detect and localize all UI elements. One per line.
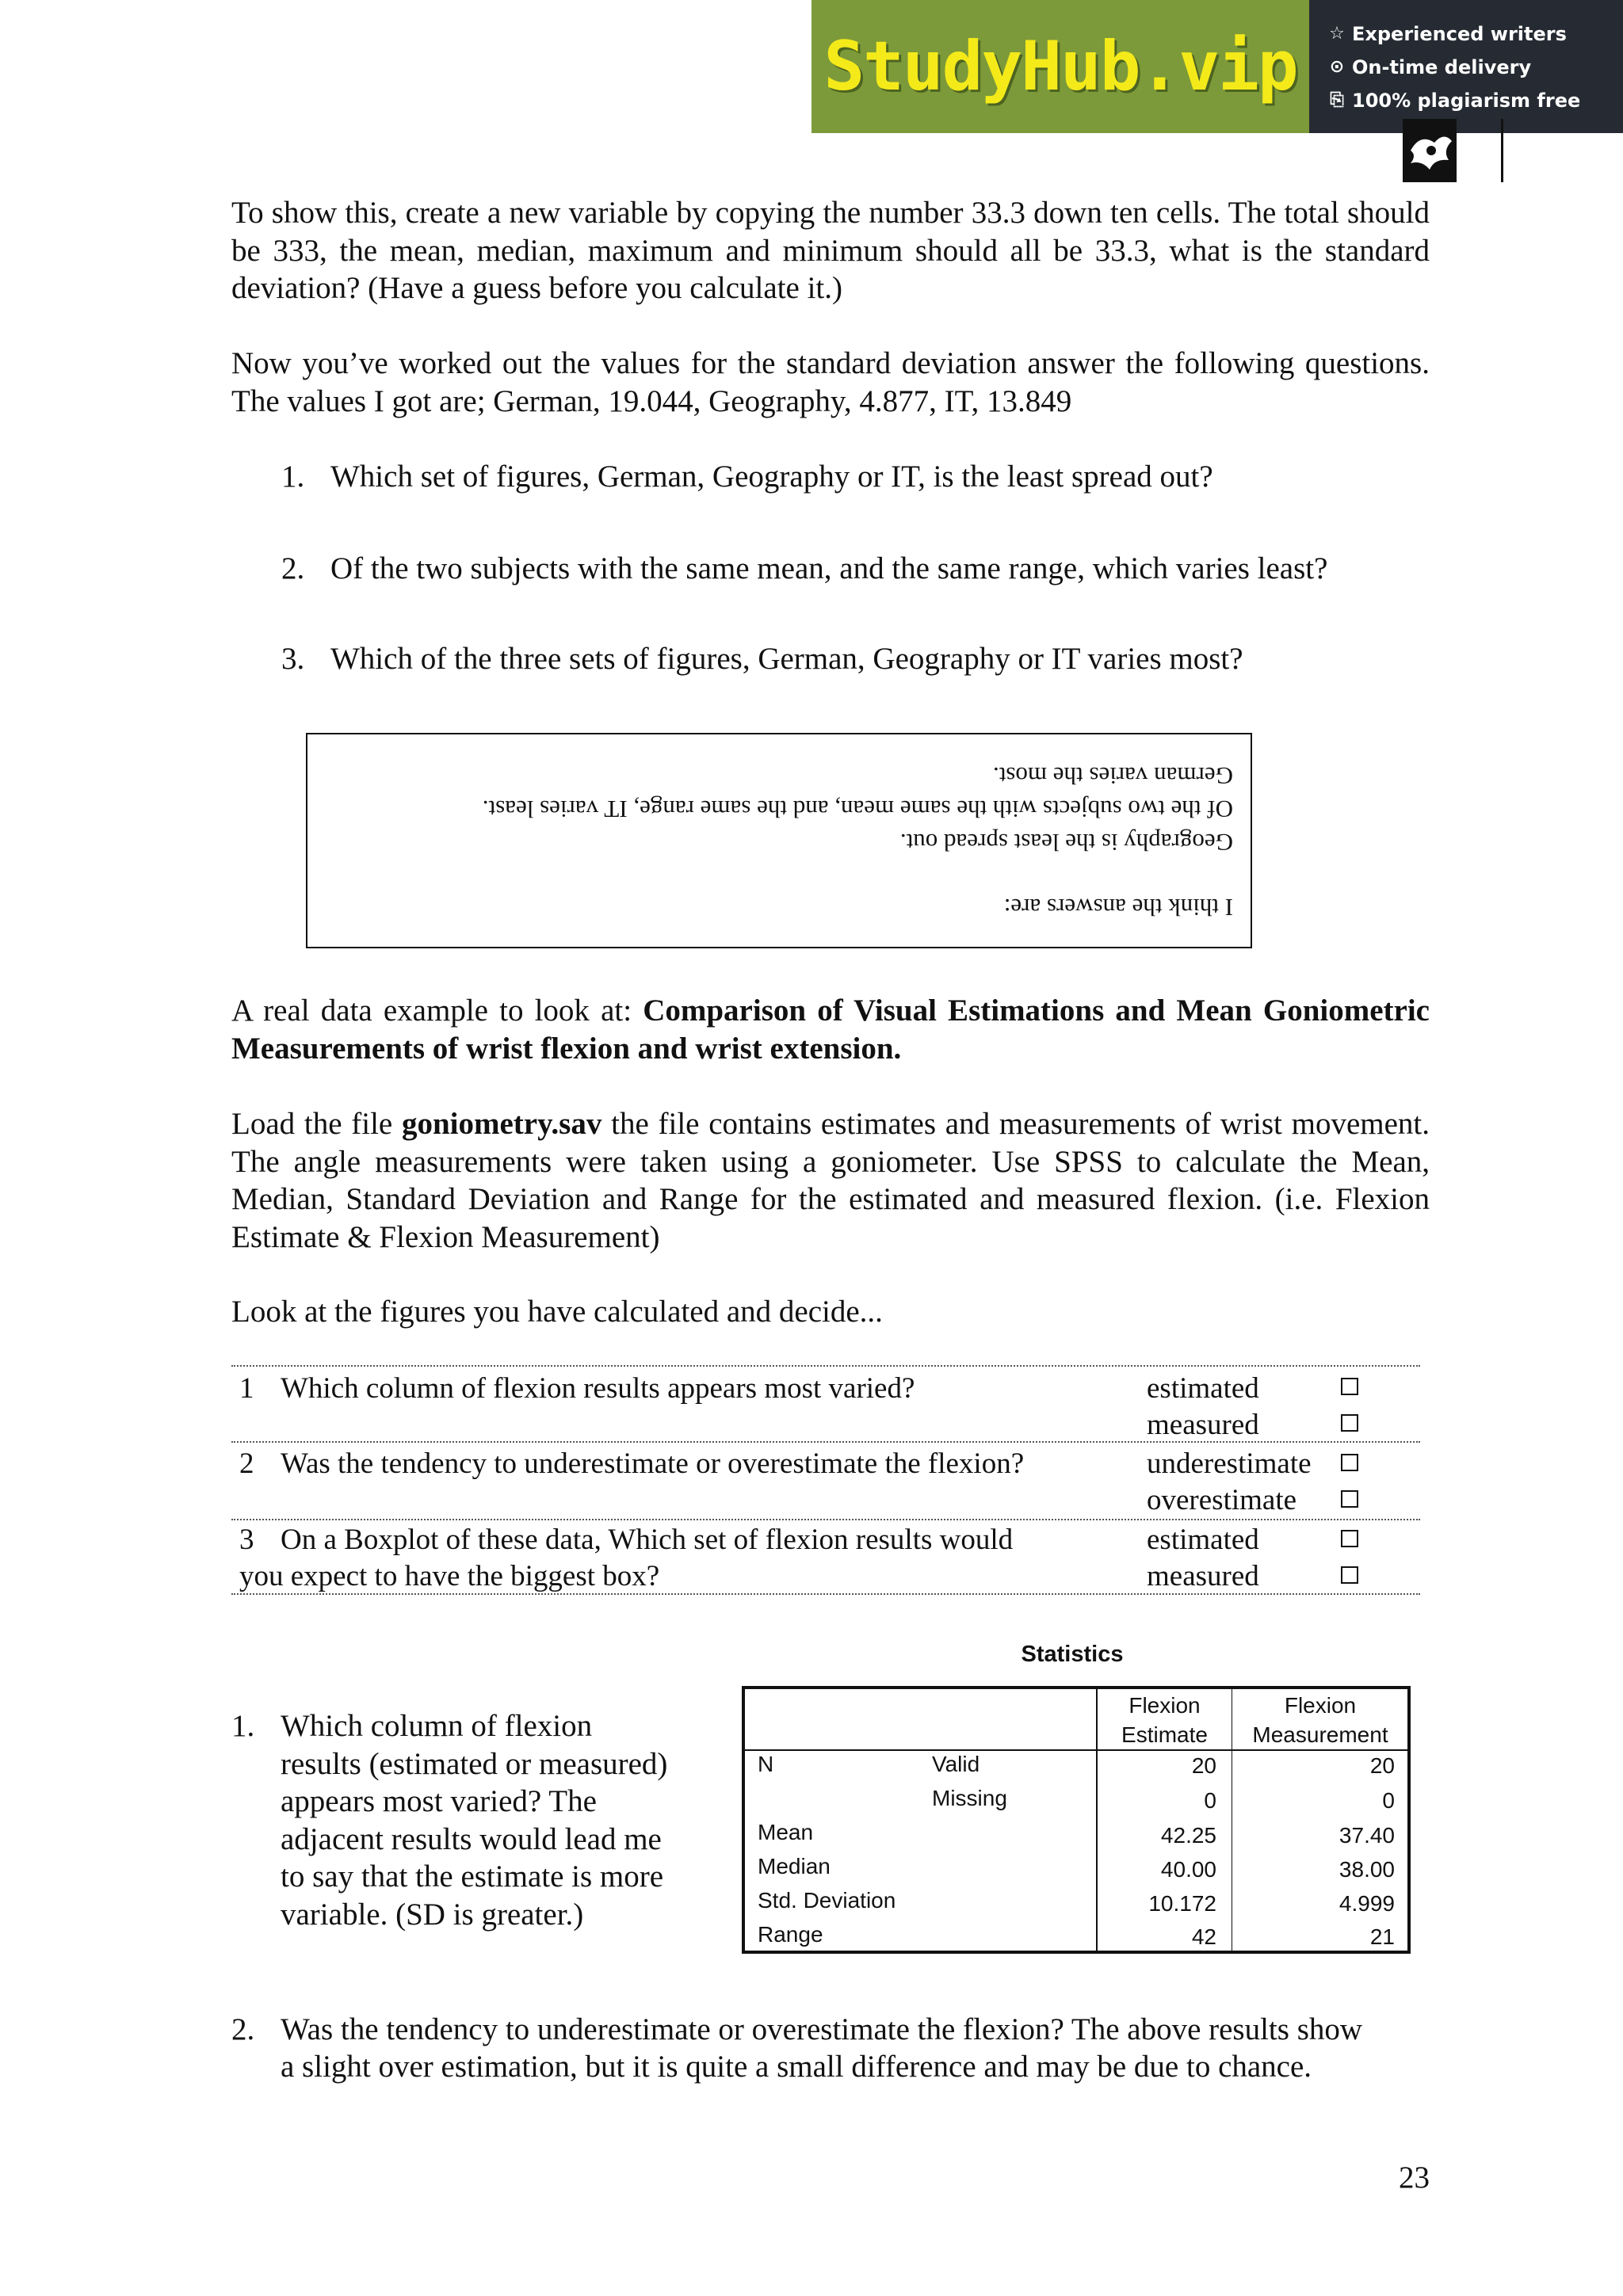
estimate-value: 42 xyxy=(1191,1924,1216,1949)
real-data-intro: A real data example to look at: xyxy=(231,994,643,1028)
intro-paragraph: To show this, create a new variable by copying the number 33.3 down ten cells. The total should be 333, the mean, median, maximum and minimum should all be 33.3, what is the standard deviation? (Have a guess before you calculate it.) xyxy=(231,196,1430,305)
answers-intro: I think the answers are: xyxy=(1003,894,1233,921)
option-label: overestimate xyxy=(1147,1484,1297,1516)
option-label: estimated xyxy=(1147,1524,1259,1556)
file-name: goniometry.sav xyxy=(401,1107,602,1141)
measurement-value: 0 xyxy=(1382,1788,1395,1813)
question-number: 1. xyxy=(281,460,305,494)
brand-logo[interactable] xyxy=(812,0,1309,133)
option-label: measured xyxy=(1147,1560,1259,1592)
answer-line: Was the tendency to underestimate or overestimate the flexion? The above results show xyxy=(281,2012,1363,2046)
decide-paragraph: Look at the figures you have calculated and decide... xyxy=(231,1295,883,1329)
estimate-value: 42.25 xyxy=(1160,1823,1216,1848)
feature-list xyxy=(1309,0,1623,133)
option-label: underestimate xyxy=(1147,1447,1312,1480)
estimate-value: 10.172 xyxy=(1148,1891,1216,1916)
table-row xyxy=(231,1365,1420,1441)
option-label: estimated xyxy=(1147,1372,1259,1405)
option-checkbox[interactable] xyxy=(1341,1566,1358,1584)
measurement-value: 38.00 xyxy=(1338,1857,1395,1882)
option-checkbox[interactable] xyxy=(1341,1378,1358,1395)
answer-1-text xyxy=(281,1707,724,1933)
option-checkbox[interactable] xyxy=(1341,1414,1358,1432)
row-label: N xyxy=(758,1752,774,1776)
star-icon: ☆ xyxy=(1329,24,1345,44)
feature-label: On-time delivery xyxy=(1352,56,1532,78)
row-number: 3 xyxy=(239,1524,254,1556)
sd-values-paragraph: Now you’ve worked out the values for the standard deviation answer the following questions. The values I got are; German, 19.044, Geography, 4.877, IT, 13.849 xyxy=(231,346,1430,418)
question-table xyxy=(231,1365,1420,1595)
university-logo-icon xyxy=(1403,119,1457,182)
answer-line: German varies the most. xyxy=(992,762,1233,790)
brand-name: StudyHub.vip xyxy=(823,27,1297,106)
load-file-text: Load the file xyxy=(231,1107,402,1141)
header-line: Flexion xyxy=(1128,1693,1201,1718)
measurement-value: 21 xyxy=(1369,1924,1395,1949)
question-text: Which set of figures, German, Geography or IT, is the least spread out? xyxy=(330,460,1213,494)
feature-item xyxy=(1330,89,1581,113)
row-question: Which column of flexion results appears most varied? xyxy=(281,1372,915,1405)
promo-banner[interactable] xyxy=(812,0,1623,133)
estimate-value: 40.00 xyxy=(1160,1857,1216,1882)
header-line: Flexion xyxy=(1284,1693,1357,1718)
feature-label: 100% plagiarism free xyxy=(1352,90,1581,112)
statistics-title: Statistics xyxy=(1021,1642,1124,1667)
question-number: 3. xyxy=(281,642,305,676)
measurement-value: 37.40 xyxy=(1338,1823,1395,1848)
question-text: Which of the three sets of figures, German, Geography or IT varies most? xyxy=(330,642,1243,676)
row-number: 1 xyxy=(239,1372,254,1405)
option-checkbox[interactable] xyxy=(1341,1530,1358,1547)
answer-line: a slight over estimation, but it is quite a small difference and may be due to chance. xyxy=(281,2050,1312,2084)
answer-line: Of the two subjects with the same mean, and the same range, IT varies least. xyxy=(482,795,1233,823)
answer-number: 2. xyxy=(231,2012,255,2046)
row-question-cont: you expect to have the biggest box? xyxy=(239,1560,660,1592)
estimate-value: 0 xyxy=(1204,1788,1216,1813)
measurement-value: 20 xyxy=(1369,1753,1395,1778)
measurement-value: 4.999 xyxy=(1338,1891,1395,1916)
real-data-paragraph xyxy=(231,992,1430,1067)
answer-line: Which column of flexion xyxy=(281,1709,593,1743)
answer-line: results (estimated or measured) xyxy=(281,1746,668,1781)
copy-icon: ⎘ xyxy=(1330,90,1344,110)
answer-line: adjacent results would lead me xyxy=(281,1821,662,1856)
question-text: Of the two subjects with the same mean, and the same range, which varies least? xyxy=(330,551,1328,585)
upside-down-answers-box xyxy=(306,733,1252,948)
feature-item xyxy=(1329,22,1567,46)
statistics-table xyxy=(742,1686,1411,1954)
header-line: Measurement xyxy=(1252,1722,1388,1747)
clock-icon: ⊙ xyxy=(1329,57,1345,77)
col-header-estimate xyxy=(1098,1691,1232,1749)
row-question: Was the tendency to underestimate or overestimate the flexion? xyxy=(281,1447,1025,1480)
row-label: Mean xyxy=(758,1820,814,1844)
option-checkbox[interactable] xyxy=(1341,1490,1358,1508)
option-label: measured xyxy=(1147,1409,1259,1441)
logo-divider xyxy=(1501,119,1503,182)
row-sublabel: Missing xyxy=(932,1786,1007,1810)
load-file-text-rest: the file contains estimates and measurements of wrist movement. The angle measurements were taken using a goniometer. Use SPSS to calculate the Mean, Median, Standard Deviation and Range for the estimated and measured flexion. (i.e. Flexion Estimate & Flexion Measurement) xyxy=(231,1107,1430,1254)
row-label: Range xyxy=(758,1922,823,1947)
answer-number: 1. xyxy=(231,1709,255,1743)
row-label: Median xyxy=(758,1854,831,1878)
feature-label: Experienced writers xyxy=(1352,23,1567,45)
load-file-paragraph xyxy=(231,1105,1430,1256)
feature-item xyxy=(1329,55,1532,79)
answer-line: appears most varied? The xyxy=(281,1784,597,1818)
row-number: 2 xyxy=(239,1447,254,1480)
study-title: Comparison of Visual Estimations and Mean Goniometric Measurements of wrist flexion and wrist extension. xyxy=(231,994,1430,1066)
table-row xyxy=(231,1519,1420,1595)
answer-line: Geography is the least spread out. xyxy=(899,829,1233,856)
header-divider xyxy=(745,1749,1407,1751)
answer-line: variable. (SD is greater.) xyxy=(281,1897,584,1932)
row-sublabel: Valid xyxy=(932,1752,980,1776)
answer-line: to say that the estimate is more xyxy=(281,1859,664,1894)
option-checkbox[interactable] xyxy=(1341,1454,1358,1471)
row-question: On a Boxplot of these data, Which set of flexion results would xyxy=(281,1524,1014,1556)
page-number: 23 xyxy=(1399,2161,1430,2195)
table-row xyxy=(231,1441,1420,1519)
col-header-measurement xyxy=(1233,1691,1407,1749)
header-line: Estimate xyxy=(1121,1722,1208,1747)
question-number: 2. xyxy=(281,551,305,585)
estimate-value: 20 xyxy=(1191,1753,1216,1778)
row-label: Std. Deviation xyxy=(758,1888,896,1913)
